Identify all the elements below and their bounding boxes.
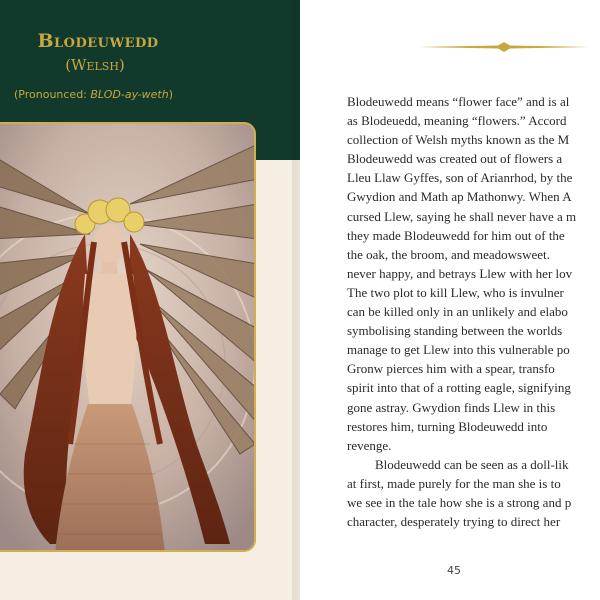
text-line: Blodeuwedd can be seen as a doll-lik [375,456,569,472]
pronunciation-prefix: (Pronounced: [14,88,91,101]
text-line: they made Blodeuwedd for him out of the [347,227,565,243]
text-line: never happy, and betrays Llew with her lov [347,265,573,281]
ornament-divider-icon [418,42,590,52]
text-line: cursed Llew, saying he shall never have a m [347,208,577,224]
text-line: symbolising standing between the worlds [347,323,563,339]
text-line: revenge. [347,437,392,453]
page-number: 45 [447,564,461,577]
text-line: the oak, the broom, and meadowsweet. [347,246,550,262]
text-line: collection of Welsh myths known as the M [347,132,570,148]
page-subtitle: (Welsh) [65,56,125,74]
text-line: Blodeuwedd was created out of flowers a [347,151,563,167]
page-title: Blodeuwedd [37,30,159,52]
text-line: at first, made purely for the man she is to [347,475,561,491]
oracle-card-illustration [0,122,256,552]
text-line: as Blodeuedd, meaning “flowers.” Accord [347,113,567,129]
text-line: Blodeuwedd means “flower face” and is al [347,94,570,109]
text-line: Gronw pierces him with a spear, transfo [347,361,555,377]
body-text [347,92,600,531]
goddess-illustration [0,124,256,552]
text-line: character, desperately trying to direct her [347,514,561,530]
text-line: we see in the tale how she is a strong and p [347,494,572,510]
text-line: manage to get Llew into this vulnerable po [347,342,570,358]
pronunciation [14,88,173,101]
text-line: restores him, turning Blodeuwedd into [347,418,548,434]
text-line: gone astray. Gwydion finds Llew in this [347,399,556,415]
text-line: can be killed only in an unlikely and elabo [347,304,568,320]
text-line: spirit into that of a rotting eagle, signifying [347,380,571,396]
text-line: Gwydion and Math ap Mathonwy. When A [347,189,572,205]
text-line: The two plot to kill Llew, who is invulner [347,284,564,300]
pronunciation-value: BLOD-ay-weth [90,88,169,101]
pronunciation-suffix: ) [168,88,173,101]
right-page [300,0,600,600]
text-line: Lleu Llaw Gyffes, son of Arianrhod, by the [347,170,573,186]
